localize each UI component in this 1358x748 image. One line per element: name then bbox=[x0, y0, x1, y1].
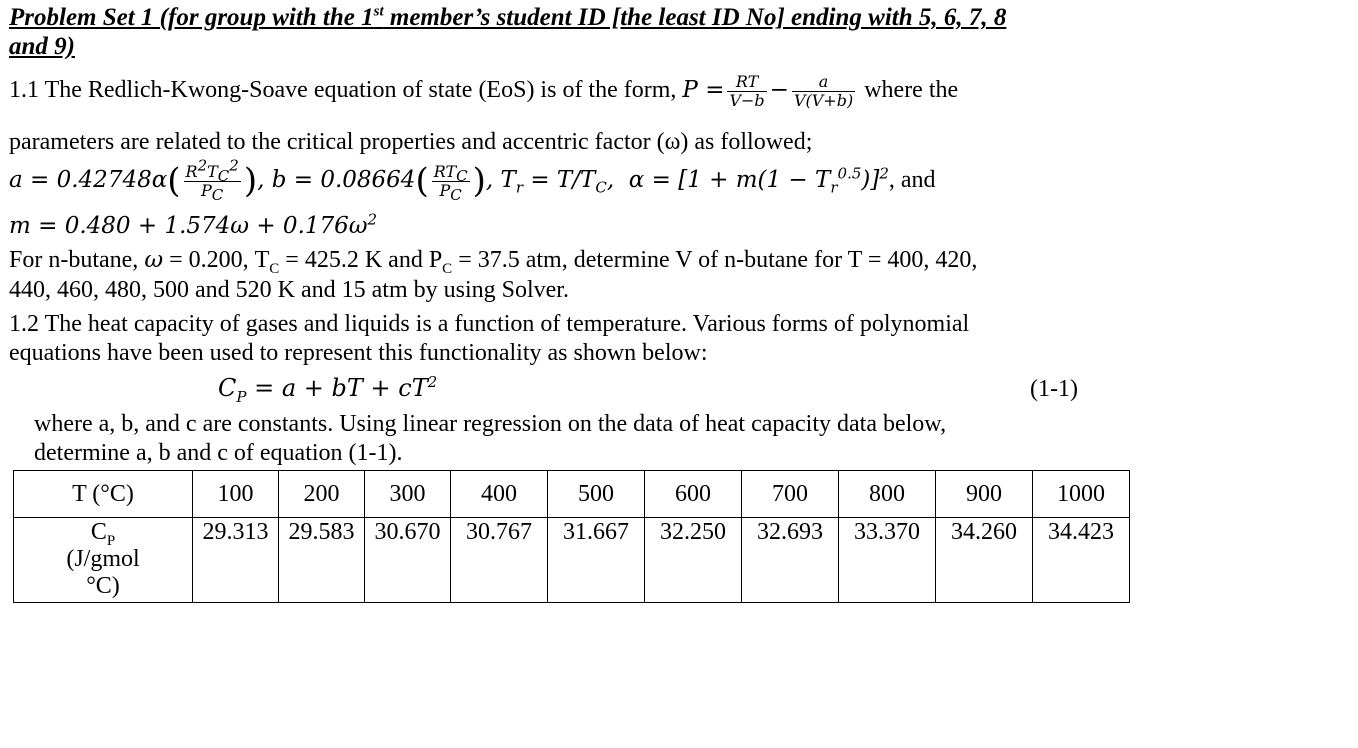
cp-label: C bbox=[90, 519, 107, 545]
table-row-heat-capacity bbox=[14, 518, 1130, 603]
p11-intro-text: 1.1 The Redlich-Kwong-Soave equation of state (EoS) is of the form, bbox=[9, 77, 683, 103]
p12-line3: where a, b, and c are constants. Using linear regression on the data of heat capacity data below, bbox=[34, 411, 947, 437]
table-cell: 800 bbox=[839, 471, 936, 518]
table-cell: 300 bbox=[365, 471, 451, 518]
m-equation: $m = 0.480 + 1.574\omega + 0.176\omega^2$ bbox=[9, 210, 378, 239]
p11-parameters-line: parameters are related to the critical properties and accentric factor (ω) as followed; bbox=[9, 129, 813, 155]
table-cell: 400 bbox=[451, 471, 548, 518]
problem-set-title-line2: and 9) bbox=[9, 33, 75, 60]
table-cell: 34.423 bbox=[1033, 518, 1130, 603]
table-cell: 200 bbox=[279, 471, 365, 518]
p12-line2: equations have been used to represent this functionality as shown below: bbox=[9, 340, 708, 366]
p12-line4: determine a, b and c of equation (1-1). bbox=[34, 440, 403, 466]
cp-equation: $C_P = a$ + bT + $cT^2$ bbox=[218, 373, 438, 406]
table-cell: 31.667 bbox=[548, 518, 645, 603]
p12-line1: 1.2 The heat capacity of gases and liquids is a function of temperature. Various forms of polynomial bbox=[9, 311, 970, 337]
table-cell: 32.693 bbox=[742, 518, 839, 603]
cp-unit-line2: °C) bbox=[86, 573, 120, 599]
m-equation-text: m = 0.480 + 1.574ω + 0.176ω bbox=[9, 213, 368, 239]
cp-label-sub: P bbox=[106, 532, 116, 549]
task-text-b: = 0.200, T bbox=[163, 247, 270, 273]
problem-set-title bbox=[9, 4, 1006, 32]
table-cell: 33.370 bbox=[839, 518, 936, 603]
table-cell: 34.260 bbox=[936, 518, 1033, 603]
p11-task-line1: For n-butane, ω = 0.200, $T_C = 425.2$ K and $P_C = 37.5$ atm, determine V of n-butane for T = 400, 420, bbox=[9, 247, 978, 277]
task-text-c: = 425.2 K and P bbox=[279, 247, 443, 273]
table-cell: 32.250 bbox=[645, 518, 742, 603]
p11-task-line2: 440, 460, 480, 500 and 520 K and 15 atm by using Solver. bbox=[9, 277, 569, 303]
task-text-a: For n-butane, bbox=[9, 247, 145, 273]
table-row-temperature bbox=[14, 471, 1130, 518]
table-cell: 900 bbox=[936, 471, 1033, 518]
table-header-heat-capacity bbox=[14, 518, 193, 603]
parameter-equations bbox=[9, 158, 936, 202]
table-cell: 500 bbox=[548, 471, 645, 518]
equation-number: (1-1) bbox=[1030, 376, 1078, 402]
param-equations-math: a = 0.42748α( $\frac{R^2T_C^2}{P_C}$ ), b = 0.08664( $\frac{RT_C}{P_C}$ ), $T_r = T/T_C$, $\alpha = [1 + m(1 - T_r^{0.5})]^2$ bbox=[9, 156, 889, 204]
table-header-temperature: T (°C) bbox=[14, 471, 193, 518]
table-cell: 600 bbox=[645, 471, 742, 518]
heat-capacity-table bbox=[13, 470, 1130, 603]
task-text-d: = 37.5 atm, determine V of n-butane for T = 400, 420, bbox=[452, 247, 978, 273]
p11-intro-tail: where the bbox=[858, 77, 959, 103]
table-cell: 1000 bbox=[1033, 471, 1130, 518]
rks-equation: P = $\frac{RT}{V-b}$ − $\frac{a}{V(V+b)}$ bbox=[682, 71, 854, 110]
table-cell: 29.583 bbox=[279, 518, 365, 603]
table-cell: 700 bbox=[742, 471, 839, 518]
title-superscript: st bbox=[373, 3, 384, 20]
title-text-rest: member’s student ID [the least ID No] ending with 5, 6, 7, 8 bbox=[383, 4, 1007, 31]
cp-unit-line1: (J/gmol bbox=[66, 546, 140, 572]
title-text: Problem Set 1 (for group with the 1 bbox=[9, 4, 374, 31]
table-cell: 29.313 bbox=[193, 518, 279, 603]
table-cell: 30.767 bbox=[451, 518, 548, 603]
param-eq-tail: , and bbox=[888, 167, 936, 193]
table-cell: 30.670 bbox=[365, 518, 451, 603]
p11-intro-line bbox=[9, 66, 958, 114]
table-cell: 100 bbox=[193, 471, 279, 518]
